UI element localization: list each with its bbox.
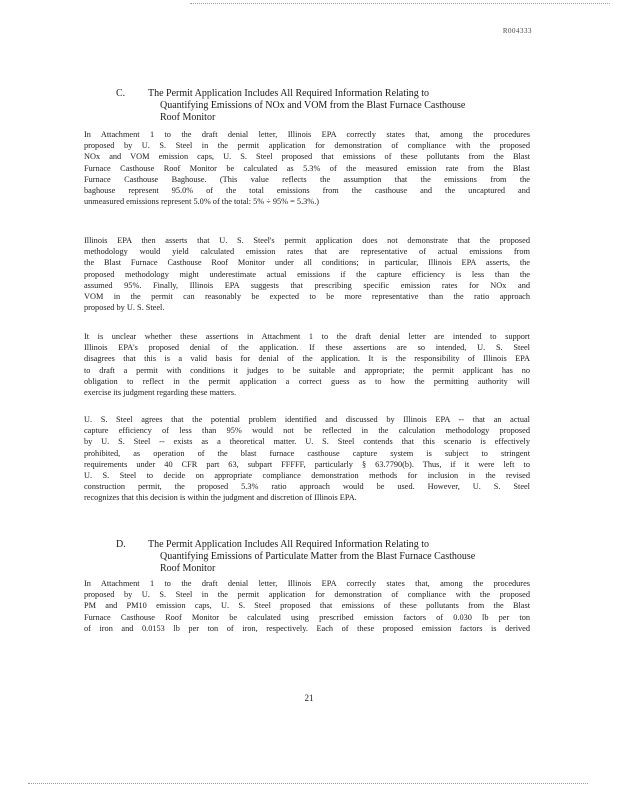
section-c-paragraph-4	[84, 414, 530, 504]
paragraph-line: VOM in the permit can reasonably be expected to be more representative than the ratio approach	[84, 292, 530, 302]
paragraph-line: unmeasured emissions represent 5.0% of the total: 5% ÷ 95% = 5.3%.)	[84, 197, 320, 207]
section-d-paragraph-1	[84, 578, 530, 634]
paragraph-line: U. S. Steel agrees that the potential problem identified and discussed by Illinois EPA -- that an actual	[84, 415, 530, 424]
paragraph-line: to draft a permit with conditions it judges to be suitable and appropriate; the permit applicant has no	[84, 365, 530, 375]
paragraph-line: In Attachment 1 to the draft denial letter, Illinois EPA correctly states that, among the procedures	[84, 579, 530, 588]
section-c-letter: C.	[116, 88, 126, 99]
paragraph-line: baghouse represent 95.0% of the total emissions from the casthouse and the uncaptured and	[84, 186, 530, 196]
paragraph-line: obligation to reflect in the permit application a correct guess as to how the permitting authority will	[84, 376, 530, 386]
paragraph-line: by U. S. Steel -- exists as a theoretical matter. U. S. Steel contends that this scenario is effectively	[84, 437, 530, 447]
paragraph-line: NOx and VOM emission caps, U. S. Steel proposed that emissions of these pollutants from the Blast	[84, 152, 530, 162]
paragraph-line: Furnace Casthouse Roof Monitor be calculated as 5.3% of the measured emission rate from the Blast	[84, 163, 530, 173]
bates-number: R004333	[502, 27, 532, 35]
paragraph-line: proposed by U. S. Steel in the permit application for demonstration of compliance with the proposed	[84, 590, 530, 600]
paragraph-line: disagrees that this is a valid basis for denial of the application. It is the responsibility of Illinois EPA	[84, 354, 530, 364]
section-c-heading-line: Roof Monitor	[160, 112, 216, 123]
paragraph-line: Illinois EPA's proposed denial of the application. If these assertions are so intended, U. S. Steel	[84, 343, 530, 353]
section-c-paragraph-3	[84, 331, 530, 398]
section-c-heading-line: The Permit Application Includes All Required Information Relating to	[148, 88, 430, 99]
paragraph-line: recognizes that this decision is within the judgment and discretion of Illinois EPA.	[84, 493, 357, 503]
paragraph-line: of iron and 0.0153 lb per ton of iron, respectively. Each of these proposed emission factors is derived	[84, 623, 530, 633]
paragraph-line: It is unclear whether these assertions in Attachment 1 to the draft denial letter are intended to support	[84, 332, 530, 341]
paragraph-line: In Attachment 1 to the draft denial letter, Illinois EPA correctly states that, among the procedures	[84, 130, 530, 139]
paragraph-line: exercise its judgment regarding these matters.	[84, 388, 237, 398]
section-c-paragraph-1	[84, 129, 530, 207]
scan-artifact-top	[190, 3, 610, 4]
paragraph-line: assumed 95%. Finally, Illinois EPA suggests that prescribing specific emission rates for NOx and	[84, 280, 530, 290]
section-d-heading-line: Quantifying Emissions of Particulate Matter from the Blast Furnace Casthouse	[160, 551, 476, 562]
paragraph-line: the Blast Furnace Casthouse Roof Monitor under all conditions; in particular, Illinois EPA asserts, the	[84, 258, 530, 268]
paragraph-line: proposed methodology might underestimate actual emissions if the capture efficiency is less than the	[84, 269, 530, 279]
section-d-heading	[116, 539, 528, 575]
section-c-paragraph-2	[84, 235, 530, 313]
paragraph-line: Furnace Casthouse Baghouse. (This value reflects the assumption that the emissions from the	[84, 174, 530, 184]
paragraph-line: construction permit, the proposed 5.3% ratio approach would be used. However, U. S. Steel	[84, 482, 530, 492]
page-number: 21	[304, 693, 314, 703]
paragraph-line: proposed by U. S. Steel.	[84, 303, 165, 313]
scan-artifact-bottom	[28, 783, 588, 784]
paragraph-line: Illinois EPA then asserts that U. S. Steel's permit application does not demonstrate that the proposed	[84, 236, 530, 245]
paragraph-line: capture efficiency of less than 95% would not be reflected in the calculation methodology proposed	[84, 426, 530, 436]
paragraph-line: PM and PM10 emission caps, U. S. Steel proposed that emissions of these pollutants from the Blast	[84, 601, 530, 611]
paragraph-line: methodology would yield calculated emission rates that are representative of actual emissions from	[84, 247, 530, 257]
section-d-heading-line: The Permit Application Includes All Required Information Relating to	[148, 539, 430, 550]
section-c-heading-line: Quantifying Emissions of NOx and VOM from the Blast Furnace Casthouse	[160, 100, 466, 111]
paragraph-line: prohibited, as operation of the blast furnace casthouse capture system is subject to stringent	[84, 448, 530, 458]
section-d-letter: D.	[116, 539, 126, 550]
paragraph-line: Furnace Casthouse Roof Monitor be calculated using prescribed emission factors of 0.030 lb per ton	[84, 612, 530, 622]
section-d-heading-line: Roof Monitor	[160, 563, 216, 574]
section-c-heading	[116, 88, 528, 124]
paragraph-line: U. S. Steel to decide on appropriate compliance demonstration methods for inclusion in the revised	[84, 471, 530, 481]
paragraph-line: requirements under 40 CFR part 63, subpart FFFFF, particularly § 63.7790(b). Thus, if it were left to	[84, 459, 530, 469]
paragraph-line: proposed by U. S. Steel in the permit application for demonstration of compliance with the proposed	[84, 141, 530, 151]
